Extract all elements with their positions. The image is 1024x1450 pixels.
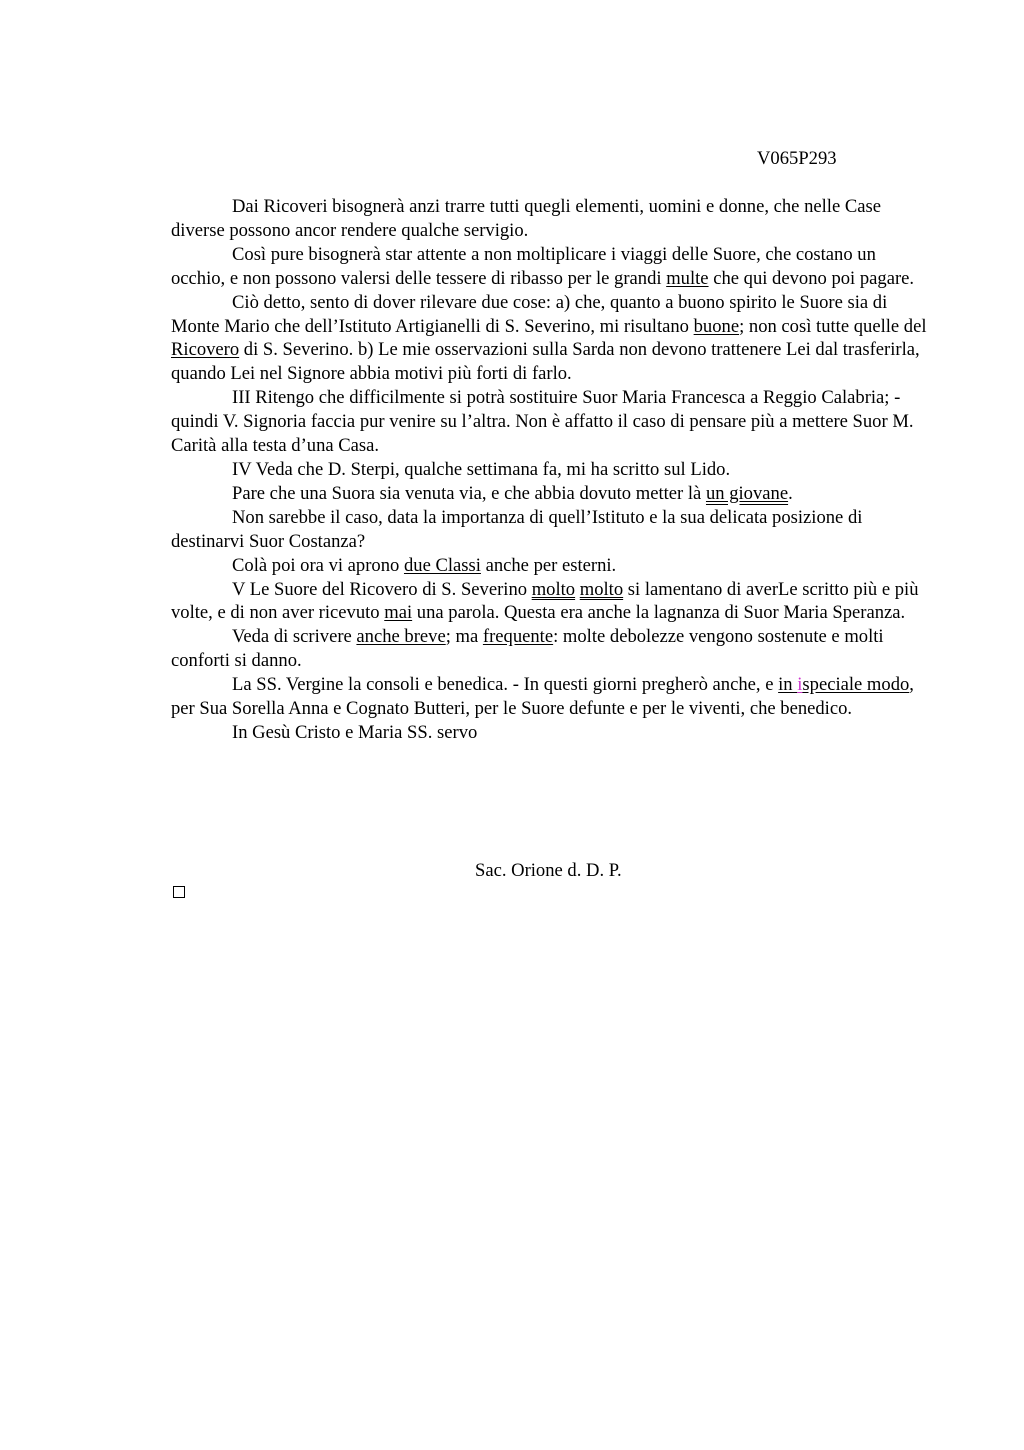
text-run: si lamentano di averLe scritto più e più volte, e di non aver ricevuto	[171, 578, 919, 624]
text-run: IV Veda che D. Sterpi, qualche settimana fa, mi ha scritto sul Lido.	[232, 458, 731, 480]
underlined-text: Ricovero	[171, 339, 240, 361]
text-run: Non sarebbe il caso, data la importanza di quell’Istituto e la sua delicata posizione di destinarvi Suor Costanza?	[171, 506, 863, 552]
text-run: La SS. Vergine la consoli e benedica. - In questi giorni pregherò anche, e	[232, 674, 779, 696]
paragraph	[171, 625, 931, 673]
paragraph	[171, 554, 931, 578]
underlined-text: buone	[693, 315, 740, 337]
paragraph	[171, 458, 931, 482]
paragraph	[171, 721, 931, 745]
underlined-text: anche breve	[356, 626, 446, 648]
underlined-text: multe	[666, 267, 709, 289]
text-run: Così pure bisognerà star attente a non moltiplicare i viaggi delle Suore, che costano un occhio, e non possono valersi delle tessere di ribasso per le grandi	[171, 243, 876, 289]
underlined-text: mai	[384, 602, 413, 624]
paragraph	[171, 482, 931, 506]
text-run: di S. Severino. b) Le mie osservazioni sulla Sarda non devono trattenere Lei dal trasferirla, quando Lei nel Signore abbia motivi più forti di farlo.	[171, 339, 920, 385]
page-id: V065P293	[757, 148, 837, 169]
paragraph	[171, 291, 931, 387]
underlined-text: molto	[531, 578, 576, 600]
letter-body	[171, 195, 931, 745]
paragraph	[171, 506, 931, 554]
text-run: che qui devono poi pagare.	[708, 267, 915, 289]
text-run: una parola. Questa era anche la lagnanza di Suor Maria Speranza.	[412, 602, 906, 624]
text-run: .	[788, 482, 793, 504]
underlined-text: un giovane	[705, 482, 789, 504]
text-run: : molte debolezze vengono sostenute e molti conforti si danno.	[171, 626, 884, 672]
text-run: V Le Suore del Ricovero di S. Severino	[232, 578, 532, 600]
text-run: ; non così tutte quelle del	[739, 315, 927, 337]
text-run: Ciò detto, sento di dover rilevare due cose: a) che, quanto a buono spirito le Suore sia di Monte Mario che dell’Istituto Artigianelli di S. Severino, mi risultano	[171, 291, 888, 337]
underlined-text: speciale modo	[802, 674, 910, 696]
paragraph	[171, 673, 931, 721]
underlined-text: due Classi	[403, 554, 481, 576]
signature: Sac. Orione d. D. P.	[475, 860, 622, 881]
paragraph	[171, 578, 931, 626]
text-run: , per Sua Sorella Anna e Cognato Butteri, per le Suore defunte e per le viventi, che benedico.	[171, 674, 914, 720]
paragraph	[171, 195, 931, 243]
text-run: Veda di scrivere	[232, 626, 357, 648]
text-run: anche per esterni.	[480, 554, 617, 576]
text-run: Dai Ricoveri bisognerà anzi trarre tutti quegli elementi, uomini e donne, che nelle Case diverse possono ancor rendere qualche servigio.	[171, 196, 882, 241]
paragraph	[171, 243, 931, 291]
paragraph	[171, 386, 931, 458]
text-run: In Gesù Cristo e Maria SS. servo	[232, 721, 478, 743]
underlined-text: i	[797, 674, 803, 696]
underlined-text: in	[778, 674, 798, 696]
text-run: Pare che una Suora sia venuta via, e che abbia dovuto metter là	[232, 482, 706, 504]
underlined-text: frequente	[482, 626, 554, 648]
text-run: ; ma	[445, 626, 483, 648]
text-run: III Ritengo che difficilmente si potrà sostituire Suor Maria Francesca a Reggio Calabria; - quindi V. Signoria faccia pur venire su l’altra. Non è affatto il caso di pensare più a mettere Suor M. Carità alla testa d’una Casa.	[171, 387, 914, 457]
text-run: Colà poi ora vi aprono	[232, 554, 404, 576]
underlined-text: molto	[579, 578, 624, 600]
checkbox-square-icon	[173, 886, 185, 898]
